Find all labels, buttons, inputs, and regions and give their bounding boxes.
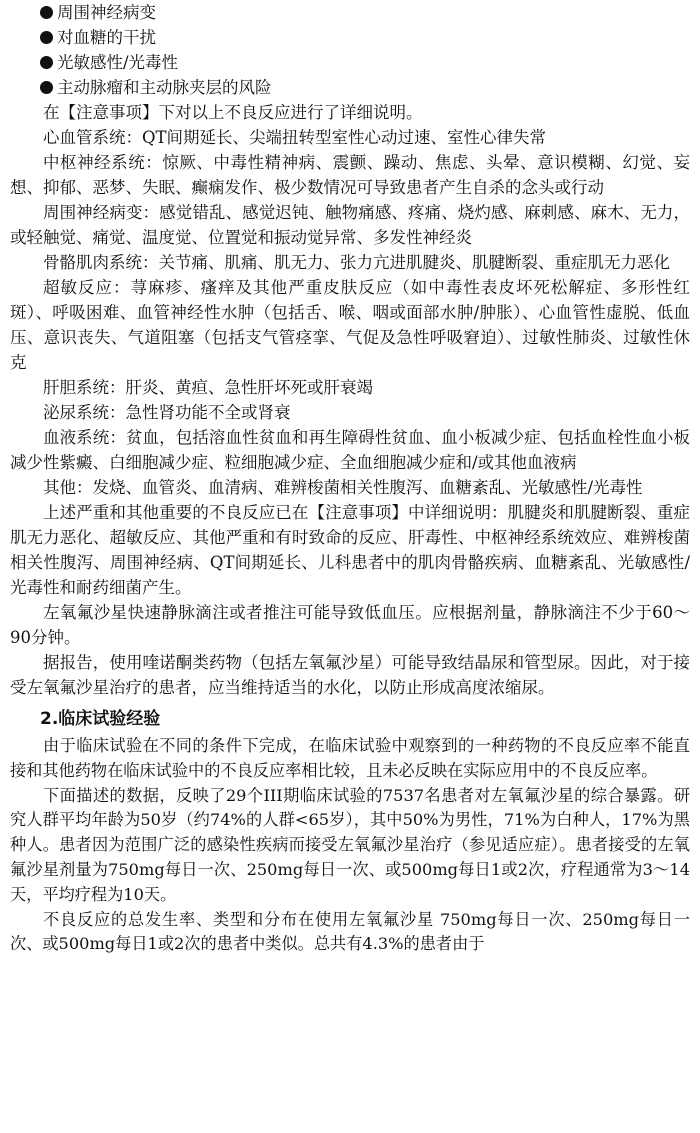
hepatobiliary-paragraph: 肝胆系统：肝炎、黄疸、急性肝坏死或肝衰竭: [43, 378, 373, 397]
clinical-trials-section: [10, 706, 690, 957]
bullet-text: 主动脉瘤和主动脉夹层的风险: [57, 78, 272, 97]
bullet-item: [10, 0, 690, 25]
intro-paragraph: 在【注意事项】下对以上不良反应进行了详细说明。: [43, 103, 423, 122]
hypersensitivity-paragraph: 超敏反应：荨麻疹、瘙痒及其他严重皮肤反应（如中毒性表皮坏死松解症、多形性红斑）、呼吸困难、血管神经性水肿（包括舌、喉、咽或面部水肿/肿胀）、心血管性虚脱、低血压、意识丧失、气道阻塞（包括支气管痉挛、气促及急性呼吸窘迫）、过敏性肺炎、过敏性休克: [10, 278, 690, 372]
hematologic-paragraph: 血液系统：贫血，包括溶血性贫血和再生障碍性贫血、血小板减少症、包括血栓性血小板减少性紫癜、白细胞减少症、粒细胞减少症、全血细胞减少症和/或其他血液病: [10, 428, 690, 472]
bullet-dot-icon: [40, 56, 53, 69]
section-paragraph: 不良反应的总发生率、类型和分布在使用左氧氟沙星 750mg每日一次、250mg每日一次、或500mg每日1或2次的患者中类似。总共有4.3%的患者由于: [10, 909, 690, 954]
bullet-item: [10, 50, 690, 75]
bullet-text: 对血糖的干扰: [57, 28, 156, 47]
adverse-reaction-bullet-list: [10, 0, 690, 100]
urinary-paragraph: 泌尿系统：急性肾功能不全或肾衰: [43, 403, 291, 422]
bullet-dot-icon: [40, 81, 53, 94]
other-paragraph: 其他：发烧、血管炎、血清病、难辨梭菌相关性腹泻、血糖紊乱、光敏感性/光毒性: [43, 478, 643, 497]
section-heading: 2.临床试验经验: [40, 709, 161, 729]
adverse-reactions-body: [10, 100, 690, 700]
cns-paragraph: 中枢神经系统：惊厥、中毒性精神病、震颤、躁动、焦虑、头晕、意识模糊、幻觉、妄想、抑郁、恶梦、失眠、癫痫发作、极少数情况可导致患者产生自杀的念头或行动: [10, 153, 690, 197]
bullet-dot-icon: [40, 6, 53, 19]
cardiovascular-paragraph: 心血管系统：QT间期延长、尖端扭转型室性心动过速、室性心律失常: [43, 128, 547, 147]
bullet-item: [10, 25, 690, 50]
bullet-item: [10, 75, 690, 100]
bullet-text: 光敏感性/光毒性: [57, 53, 179, 72]
summary-paragraph: 上述严重和其他重要的不良反应已在【注意事项】中详细说明：肌腱炎和肌腱断裂、重症肌无力恶化、超敏反应、其他严重和有时致命的反应、肝毒性、中枢神经系统效应、难辨梭菌相关性腹泻、周围神经病、QT间期延长、儿科患者中的肌肉骨骼疾病、血糖紊乱、光敏感性/光毒性和耐药细菌产生。: [10, 503, 690, 597]
musculoskeletal-paragraph: 骨骼肌肉系统：关节痛、肌痛、肌无力、张力亢进肌腱炎、肌腱断裂、重症肌无力恶化: [43, 253, 670, 272]
bullet-dot-icon: [40, 31, 53, 44]
crystalluria-paragraph: 据报告，使用喹诺酮类药物（包括左氧氟沙星）可能导致结晶尿和管型尿。因此，对于接受左氧氟沙星治疗的患者，应当维持适当的水化，以防止形成高度浓缩尿。: [10, 653, 690, 697]
peripheral-neuropathy-paragraph: 周围神经病变：感觉错乱、感觉迟钝、触物痛感、疼痛、烧灼感、麻刺感、麻木、无力，或轻触觉、痛觉、温度觉、位置觉和振动觉异常、多发性神经炎: [10, 203, 690, 247]
hypotension-paragraph: 左氧氟沙星快速静脉滴注或者推注可能导致低血压。应根据剂量，静脉滴注不少于60～90分钟。: [10, 603, 690, 647]
section-paragraph: 下面描述的数据，反映了29个III期临床试验的7537名患者对左氧氟沙星的综合暴露。研究人群平均年龄为50岁（约74%的人群<65岁），其中50%为男性，71%为白种人，17%为黑种人。患者因为范围广泛的感染性疾病而接受左氧氟沙星治疗（参见适应症）。患者接受的左氧氟沙星剂量为750mg每日一次、250mg每日一次、或500mg每日1或2次，疗程通常为3～14天，平均疗程为10天。: [10, 785, 690, 904]
section-paragraph: 由于临床试验在不同的条件下完成，在临床试验中观察到的一种药物的不良反应率不能直接和其他药物在临床试验中的不良反应率相比较，且未必反映在实际应用中的不良反应率。: [10, 736, 690, 780]
bullet-text: 周围神经病变: [57, 3, 156, 22]
